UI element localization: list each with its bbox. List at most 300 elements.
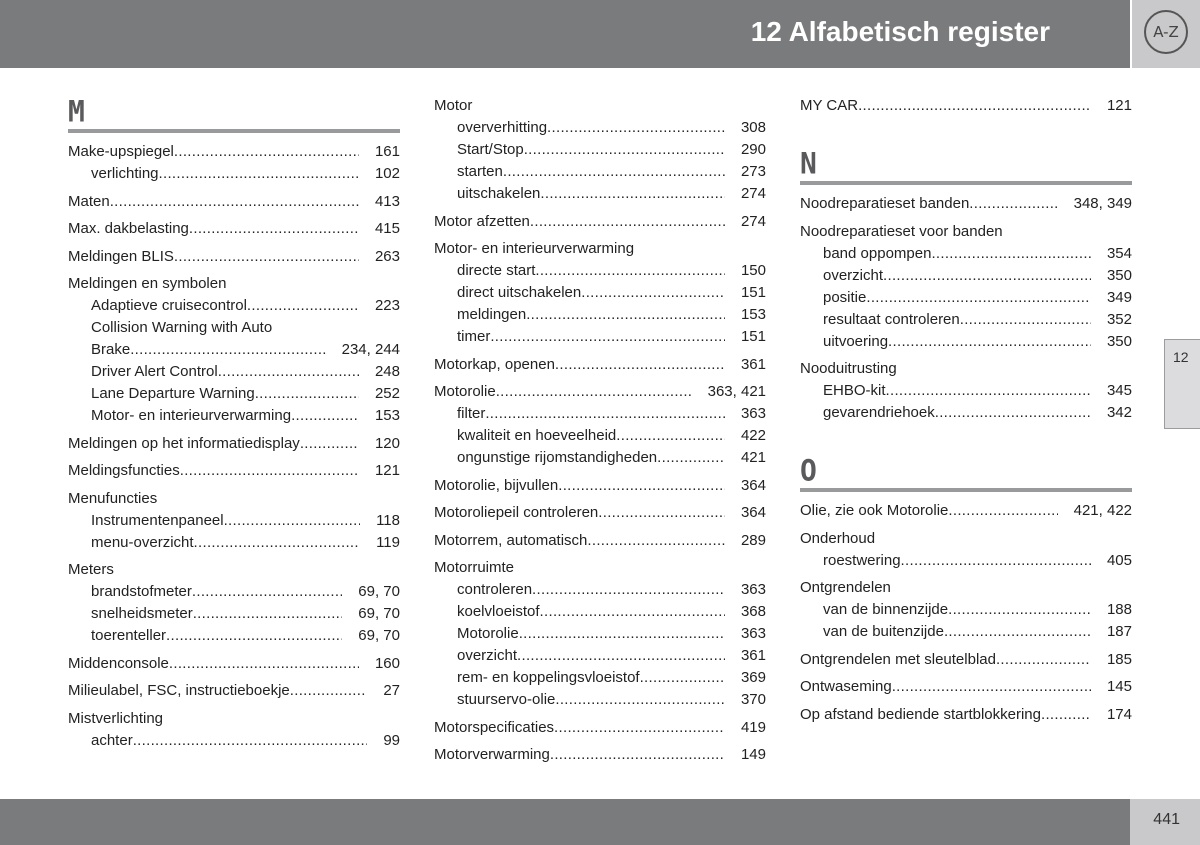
index-subentry[interactable] xyxy=(800,621,1132,643)
index-entry xyxy=(434,502,766,524)
page-reference[interactable]: 290 xyxy=(740,141,766,158)
index-entry xyxy=(68,141,400,185)
index-entry-row[interactable] xyxy=(800,577,1132,599)
entry-text: Op afstand bediende startblokkering xyxy=(800,705,1041,723)
page-reference[interactable]: 421, 422 xyxy=(1073,502,1132,519)
page-reference[interactable]: 363 xyxy=(740,581,766,598)
page-reference[interactable]: 364 xyxy=(740,504,766,521)
index-entry xyxy=(434,744,766,766)
page-reference[interactable]: 350 xyxy=(1106,332,1132,350)
dot-leader xyxy=(530,211,725,233)
page-reference[interactable]: 119 xyxy=(376,533,400,551)
page-reference[interactable]: 370 xyxy=(740,691,766,708)
index-entry xyxy=(434,95,766,205)
chapter-badge-box xyxy=(1132,0,1200,68)
dot-leader xyxy=(194,532,361,554)
dot-leader xyxy=(300,433,359,455)
dot-leader xyxy=(189,218,359,240)
dot-leader xyxy=(169,653,359,675)
dot-leader xyxy=(944,621,1091,643)
index-subentry[interactable] xyxy=(68,317,400,339)
index-entry-row[interactable] xyxy=(434,744,766,766)
index-entry xyxy=(800,358,1132,424)
index-entry xyxy=(68,246,400,268)
entry-text: timer xyxy=(457,328,491,345)
index-entry-row[interactable] xyxy=(68,559,400,581)
index-subentry[interactable] xyxy=(434,139,766,161)
index-entry xyxy=(434,354,766,376)
index-subentry[interactable] xyxy=(68,339,400,361)
page-reference[interactable]: 363 xyxy=(740,405,766,422)
index-entry xyxy=(800,193,1132,215)
page-reference[interactable]: 69, 70 xyxy=(358,583,400,600)
index-entry-row[interactable] xyxy=(434,475,766,497)
page-reference[interactable]: 145 xyxy=(1106,678,1132,695)
dot-leader xyxy=(886,380,1091,402)
index-subentry[interactable] xyxy=(800,265,1132,287)
entry-text: snelheidsmeter xyxy=(91,605,193,622)
index-entry-row[interactable] xyxy=(68,218,400,240)
page-reference[interactable]: 274 xyxy=(740,212,766,230)
dot-leader xyxy=(969,193,1057,215)
dot-leader xyxy=(948,599,1091,621)
index-subentry[interactable] xyxy=(68,603,400,625)
page-reference[interactable]: 419 xyxy=(740,718,766,736)
dot-leader xyxy=(1041,704,1091,726)
index-entry xyxy=(800,221,1132,353)
dot-leader xyxy=(517,645,725,667)
index-entry xyxy=(800,704,1132,726)
dot-leader xyxy=(174,246,359,268)
dot-leader xyxy=(193,603,343,625)
dot-leader xyxy=(247,295,359,317)
page-reference[interactable]: 188 xyxy=(1106,601,1132,618)
dot-leader xyxy=(192,581,342,603)
index-entry-row[interactable] xyxy=(68,708,400,730)
entry-text: Motorrem, automatisch xyxy=(434,531,588,549)
entry-text: menu-overzicht xyxy=(91,533,194,551)
page-reference[interactable]: 308 xyxy=(740,119,766,136)
page-reference[interactable]: 361 xyxy=(740,647,766,664)
index-entry xyxy=(68,653,400,675)
index-entry xyxy=(800,649,1132,671)
index-subentry[interactable] xyxy=(800,331,1132,353)
index-subentry[interactable] xyxy=(68,405,400,427)
entry-text: toerenteller xyxy=(91,627,167,644)
index-subentry[interactable] xyxy=(434,183,766,205)
entry-text: Motor xyxy=(434,97,473,114)
dot-leader xyxy=(496,381,692,403)
index-entry-row[interactable] xyxy=(800,704,1132,726)
dot-leader xyxy=(224,510,360,532)
entry-text: Driver Alert Control xyxy=(91,363,218,380)
entry-text: Milieulabel, FSC, instructieboekje xyxy=(68,682,290,699)
page-reference[interactable]: 349 xyxy=(1106,288,1132,306)
entry-text: Brake xyxy=(91,341,131,358)
entry-text: Max. dakbelasting xyxy=(68,220,189,237)
index-entry-row[interactable] xyxy=(68,680,400,702)
chapter-tab[interactable] xyxy=(1164,339,1200,429)
index-entry xyxy=(434,211,766,233)
index-subentry[interactable] xyxy=(800,550,1132,572)
page-reference[interactable]: 363 xyxy=(740,625,766,642)
page-reference[interactable]: 185 xyxy=(1106,650,1132,668)
index-subentry[interactable] xyxy=(800,243,1132,265)
entry-text: achter xyxy=(91,731,133,749)
index-entry-row[interactable] xyxy=(800,649,1132,671)
index-subentry[interactable] xyxy=(68,730,400,752)
page-number-box xyxy=(1130,799,1200,845)
entry-text: Meldingen BLIS xyxy=(68,247,174,265)
index-subentry[interactable] xyxy=(800,402,1132,424)
entry-text: ongunstige rijomstandigheden xyxy=(457,449,658,466)
page-reference[interactable]: 223 xyxy=(374,297,400,314)
page-reference[interactable]: 273 xyxy=(740,163,766,180)
page-reference[interactable]: 153 xyxy=(374,407,400,424)
entry-text: directe start xyxy=(457,262,536,279)
entry-text: Collision Warning with Auto xyxy=(91,319,273,336)
index-subentry[interactable] xyxy=(434,260,766,282)
entry-text: Onderhoud xyxy=(800,529,876,547)
entry-text: Motorolie, bijvullen xyxy=(434,476,559,494)
page-reference[interactable]: 151 xyxy=(740,328,766,345)
dot-leader xyxy=(892,676,1091,698)
dot-leader xyxy=(166,625,342,647)
index-subentry[interactable] xyxy=(434,579,766,601)
entry-text: Maten xyxy=(68,192,110,210)
entry-text: Ontgrendelen xyxy=(800,579,891,596)
dot-leader xyxy=(555,689,725,711)
entry-text: meldingen xyxy=(457,306,527,323)
dot-leader xyxy=(519,623,725,645)
page-reference[interactable]: 160 xyxy=(374,654,400,672)
page-reference[interactable]: 348, 349 xyxy=(1073,195,1132,212)
page-reference[interactable]: 69, 70 xyxy=(358,627,400,644)
dot-leader xyxy=(490,326,725,348)
dot-leader xyxy=(598,502,725,524)
index-entry xyxy=(68,708,400,752)
index-entry-row[interactable] xyxy=(434,381,766,403)
entry-text: uitvoering xyxy=(823,332,889,350)
entry-text: filter xyxy=(457,405,486,422)
index-subentry[interactable] xyxy=(434,601,766,623)
index-subentry[interactable] xyxy=(434,403,766,425)
page-reference[interactable]: 413 xyxy=(374,192,400,210)
index-subentry[interactable] xyxy=(68,163,400,185)
index-entry xyxy=(800,676,1132,698)
entry-text: Motorverwarming xyxy=(434,746,550,763)
page-reference[interactable]: 69, 70 xyxy=(358,605,400,622)
page-reference[interactable]: 248 xyxy=(374,363,400,380)
section-spacer xyxy=(800,117,1132,147)
entry-text: resultaat controleren xyxy=(823,310,960,328)
index-column-1 xyxy=(68,95,400,752)
index-subentry[interactable] xyxy=(434,447,766,469)
entry-text: Motorolie xyxy=(457,625,519,642)
entry-text: Meldingen op het informatiedisplay xyxy=(68,434,300,452)
index-entry-row[interactable] xyxy=(68,433,400,455)
page-reference[interactable]: 174 xyxy=(1106,705,1132,723)
section-spacer xyxy=(800,424,1132,454)
entry-text: EHBO-kit xyxy=(823,382,886,399)
section-letter: M xyxy=(68,94,83,129)
index-subentry[interactable] xyxy=(434,425,766,447)
entry-text: overzicht xyxy=(457,647,518,664)
index-entry xyxy=(434,717,766,739)
index-entry-row[interactable] xyxy=(800,358,1132,380)
index-subentry[interactable] xyxy=(434,326,766,348)
entry-text: positie xyxy=(823,288,867,306)
page-reference[interactable]: 352 xyxy=(1106,310,1132,328)
entry-text: Middenconsole xyxy=(68,654,169,672)
page-reference[interactable]: 120 xyxy=(374,434,400,452)
index-subentry[interactable] xyxy=(68,510,400,532)
index-entry xyxy=(68,218,400,240)
index-subentry[interactable] xyxy=(68,361,400,383)
entry-text: Motorolie xyxy=(434,383,496,400)
entry-text: Adaptieve cruisecontrol xyxy=(91,297,247,314)
index-entry xyxy=(800,528,1132,572)
page-reference[interactable]: 342 xyxy=(1106,404,1132,421)
index-subentry[interactable] xyxy=(434,645,766,667)
dot-leader xyxy=(960,309,1091,331)
page-reference[interactable]: 368 xyxy=(740,603,766,620)
dot-leader xyxy=(883,265,1091,287)
index-entry xyxy=(68,680,400,702)
dot-leader xyxy=(547,117,725,139)
index-subentry[interactable] xyxy=(434,304,766,326)
dot-leader xyxy=(255,383,359,405)
entry-text: Ontgrendelen met sleutelblad xyxy=(800,650,996,668)
page-reference[interactable]: 289 xyxy=(740,531,766,549)
index-entry-row[interactable] xyxy=(68,246,400,268)
page-title: 12 Alfabetisch register xyxy=(750,16,1050,47)
index-entry xyxy=(68,559,400,647)
page-reference[interactable]: 149 xyxy=(740,746,766,763)
dot-leader xyxy=(110,191,359,213)
entry-text: starten xyxy=(457,163,503,180)
index-entry xyxy=(800,95,1132,117)
entry-text: band oppompen xyxy=(823,244,932,262)
entry-text: gevarendriehoek xyxy=(823,404,935,421)
page-reference[interactable]: 345 xyxy=(1106,382,1132,399)
entry-text: Noodreparatieset banden xyxy=(800,195,970,212)
index-entry xyxy=(434,557,766,711)
page-reference[interactable]: 27 xyxy=(383,682,400,699)
chapter-tab-label: 12 xyxy=(1173,349,1189,365)
header-bar xyxy=(0,0,1130,68)
dot-leader xyxy=(535,260,725,282)
dot-leader xyxy=(218,361,359,383)
index-subentry[interactable] xyxy=(68,295,400,317)
index-entry xyxy=(68,488,400,554)
page-reference[interactable]: 121 xyxy=(1106,97,1132,114)
dot-leader xyxy=(133,730,368,752)
index-subentry[interactable] xyxy=(800,380,1132,402)
dot-leader xyxy=(931,243,1091,265)
dot-leader xyxy=(554,717,725,739)
index-entry-row[interactable] xyxy=(434,717,766,739)
index-entry xyxy=(800,577,1132,643)
index-subentry[interactable] xyxy=(434,689,766,711)
index-entry-row[interactable] xyxy=(434,502,766,524)
entry-text: Menufuncties xyxy=(68,489,158,507)
page-reference[interactable]: 150 xyxy=(740,262,766,279)
entry-text: kwaliteit en hoeveelheid xyxy=(457,427,617,444)
index-entry xyxy=(68,460,400,482)
index-subentry[interactable] xyxy=(800,309,1132,331)
dot-leader xyxy=(558,475,725,497)
entry-text: Noodreparatieset voor banden xyxy=(800,222,1003,240)
page-reference[interactable]: 118 xyxy=(376,511,400,529)
index-entry-row[interactable] xyxy=(800,528,1132,550)
page-reference[interactable]: 364 xyxy=(740,476,766,494)
page-reference[interactable]: 263 xyxy=(374,247,400,265)
dot-leader xyxy=(657,447,725,469)
dot-leader xyxy=(935,402,1091,424)
entry-text: oververhitting xyxy=(457,119,548,136)
entry-text: Meldingsfuncties xyxy=(68,462,180,479)
entry-text: rem- en koppelingsvloeistof xyxy=(457,669,640,686)
entry-text: direct uitschakelen xyxy=(457,284,582,301)
index-entry-row[interactable] xyxy=(800,95,1132,117)
page-reference[interactable]: 361 xyxy=(740,355,766,373)
dot-leader xyxy=(587,530,725,552)
index-subentry[interactable] xyxy=(800,599,1132,621)
dot-leader xyxy=(291,405,359,427)
entry-text: Nooduitrusting xyxy=(800,360,897,377)
page-reference[interactable]: 354 xyxy=(1106,244,1132,262)
entry-text: Motor afzetten xyxy=(434,212,530,230)
entry-text: Motor- en interieurverwarming xyxy=(434,240,635,257)
section-letter: O xyxy=(800,453,815,488)
dot-leader xyxy=(180,460,359,482)
entry-text: Meldingen en symbolen xyxy=(68,275,227,292)
index-entry-row[interactable] xyxy=(68,141,400,163)
index-subentry[interactable] xyxy=(68,581,400,603)
page-reference[interactable]: 422 xyxy=(740,427,766,444)
dot-leader xyxy=(888,331,1091,353)
page-reference[interactable]: 369 xyxy=(740,669,766,686)
entry-text: roestwering xyxy=(823,551,901,569)
dot-leader xyxy=(526,304,725,326)
index-subentry[interactable] xyxy=(68,532,400,554)
dot-leader xyxy=(503,161,725,183)
index-entry-row[interactable] xyxy=(434,530,766,552)
index-subentry[interactable] xyxy=(434,667,766,689)
index-entry xyxy=(800,500,1132,522)
dot-leader xyxy=(640,667,725,689)
dot-leader xyxy=(866,287,1091,309)
entry-text: MY CAR xyxy=(800,97,859,114)
index-column-2 xyxy=(434,95,766,766)
index-entry-row[interactable] xyxy=(434,211,766,233)
index-subentry[interactable] xyxy=(434,623,766,645)
dot-leader xyxy=(485,403,725,425)
index-entry-row[interactable] xyxy=(800,193,1132,215)
page-reference[interactable]: 161 xyxy=(374,143,400,160)
index-subentry[interactable] xyxy=(68,625,400,647)
index-entry-row[interactable] xyxy=(800,676,1132,698)
dot-leader xyxy=(524,139,725,161)
page-reference[interactable]: 252 xyxy=(374,385,400,402)
entry-text: Make-upspiegel xyxy=(68,143,174,160)
entry-text: Lane Departure Warning xyxy=(91,385,255,402)
entry-text: Motoroliepeil controleren xyxy=(434,504,599,521)
page-number: 441 xyxy=(1153,811,1180,828)
index-entry-row[interactable] xyxy=(68,653,400,675)
index-subentry[interactable] xyxy=(800,287,1132,309)
index-entry-row[interactable] xyxy=(68,191,400,213)
index-entry-row[interactable] xyxy=(434,354,766,376)
page-reference[interactable]: 121 xyxy=(374,462,400,479)
dot-leader xyxy=(130,339,325,361)
entry-text: brandstofmeter xyxy=(91,583,192,600)
entry-text: Instrumentenpaneel xyxy=(91,511,224,529)
entry-text: Motor- en interieurverwarming xyxy=(91,407,292,424)
page-reference[interactable]: 415 xyxy=(374,220,400,237)
page-reference[interactable]: 102 xyxy=(374,165,400,182)
page-reference[interactable]: 363, 421 xyxy=(707,383,766,400)
page-reference[interactable]: 153 xyxy=(740,306,766,323)
entry-text: Motorkap, openen xyxy=(434,355,555,373)
page-reference[interactable]: 151 xyxy=(740,284,766,301)
dot-leader xyxy=(581,282,725,304)
index-subentry[interactable] xyxy=(434,282,766,304)
dot-leader xyxy=(555,354,725,376)
page-reference[interactable]: 234, 244 xyxy=(341,341,400,358)
index-entry xyxy=(68,433,400,455)
entry-text: uitschakelen xyxy=(457,185,541,202)
index-entry xyxy=(434,475,766,497)
index-entry-row[interactable] xyxy=(434,557,766,579)
page-reference[interactable]: 421 xyxy=(740,449,766,466)
entry-text: Start/Stop xyxy=(457,141,524,158)
entry-text: controleren xyxy=(457,581,533,598)
page-reference[interactable]: 274 xyxy=(740,185,766,202)
dot-leader xyxy=(174,141,359,163)
entry-text: Mistverlichting xyxy=(68,709,164,727)
entry-text: Olie, zie ook Motorolie xyxy=(800,502,949,519)
entry-text: stuurservo-olie xyxy=(457,691,556,708)
index-entry xyxy=(434,381,766,469)
entry-text: Ontwaseming xyxy=(800,678,892,695)
index-entry-row[interactable] xyxy=(68,273,400,295)
index-entry xyxy=(68,273,400,427)
dot-leader xyxy=(948,500,1057,522)
index-entry-row[interactable] xyxy=(800,221,1132,243)
dot-leader xyxy=(858,95,1091,117)
index-column-3 xyxy=(800,95,1132,726)
index-entry-row[interactable] xyxy=(800,500,1132,522)
index-entry-row[interactable] xyxy=(434,238,766,260)
page-reference[interactable]: 350 xyxy=(1106,266,1132,284)
section-letter: N xyxy=(800,146,815,181)
index-subentry[interactable] xyxy=(68,383,400,405)
dot-leader xyxy=(616,425,725,447)
index-subentry[interactable] xyxy=(434,117,766,139)
index-entry-row[interactable] xyxy=(68,460,400,482)
dot-leader xyxy=(550,744,725,766)
index-subentry[interactable] xyxy=(434,161,766,183)
dot-leader xyxy=(996,649,1091,671)
index-entry-row[interactable] xyxy=(434,95,766,117)
page-reference[interactable]: 187 xyxy=(1106,623,1132,640)
page-reference[interactable]: 99 xyxy=(383,731,400,749)
page-reference[interactable]: 405 xyxy=(1106,551,1132,569)
dot-leader xyxy=(159,163,359,185)
index-entry-row[interactable] xyxy=(68,488,400,510)
